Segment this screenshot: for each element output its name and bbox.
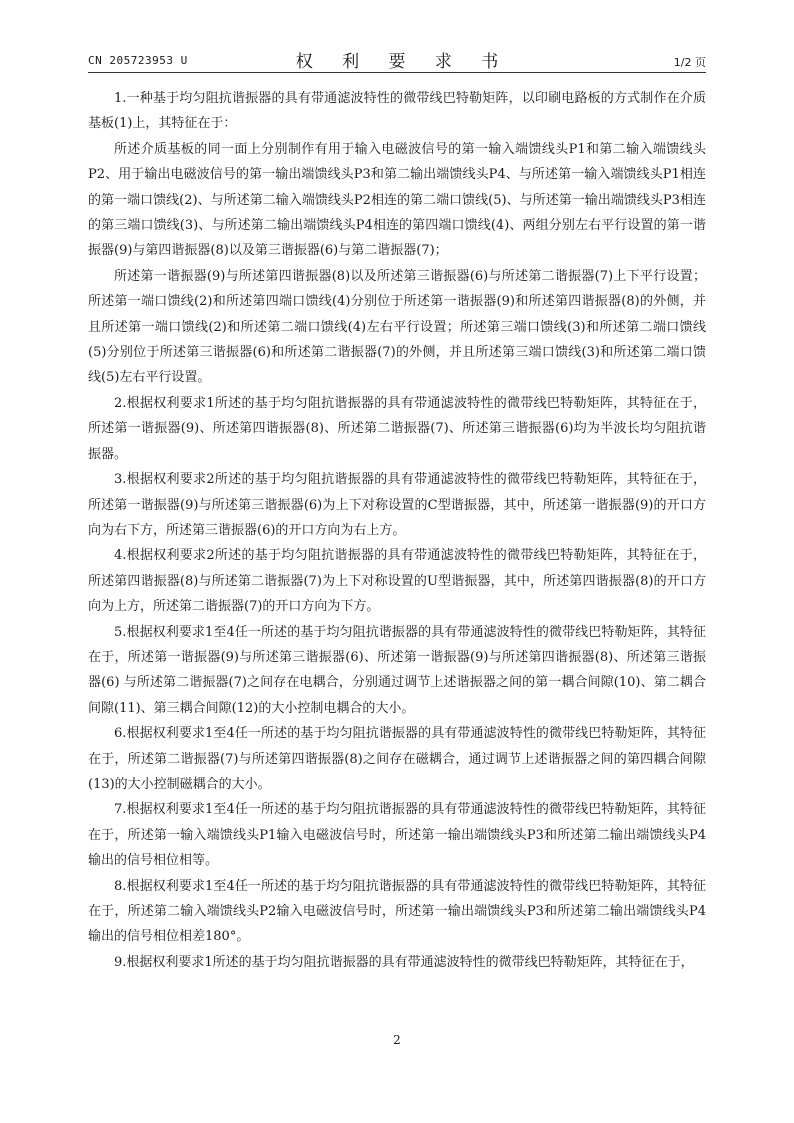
- claims-body: [88, 86, 706, 975]
- claim-7: [88, 797, 706, 873]
- claim-8: [88, 874, 706, 950]
- claim-paragraph: 6.根据权利要求1至4任一所述的基于均匀阻抗谐振器的具有带通滤波特性的微带线巴特勒矩阵，其特征在于，所述第二谐振器(7)与所述第四谐振器(8)之间存在磁耦合，通过调节上述谐振器之间的第四耦合间隙(13)的大小控制磁耦合的大小。: [88, 726, 706, 792]
- claim-4: [88, 543, 706, 619]
- claim-2: [88, 391, 706, 467]
- claim-3: [88, 467, 706, 543]
- claim-paragraph: 所述介质基板的同一面上分别制作有用于输入电磁波信号的第一输入端馈线头P1和第二输入端馈线头P2、用于输出电磁波信号的第一输出端馈线头P3和第二输出端馈线头P4、与所述第一输入端馈线头P1相连的第一端口馈线(2)、与所述第二输入端馈线头P2相连的第二端口馈线(5)、与所述第一输出端馈线头P3相连的第三端口馈线(3)、与所述第二输出端馈线头P4相连的第四端口馈线(4)、两组分别左右平行设置的第一谐振器(9)与第四谐振器(8)以及第三谐振器(6)与第二谐振器(7)；: [88, 141, 706, 259]
- document-title: 权 利 要 求 书: [295, 52, 511, 72]
- page-header: [88, 44, 706, 73]
- claim-paragraph: 5.根据权利要求1至4任一所述的基于均匀阻抗谐振器的具有带通滤波特性的微带线巴特勒矩阵，其特征在于，所述第一谐振器(9)与所述第三谐振器(6)、所述第一谐振器(9)与所述第四谐振器(8)、所述第三谐振器(6) 与所述第二谐振器(7)之间存在电耦合，分别通过调节上述谐振器之间的第一耦合间隙(10)、第二耦合间隙(11)、第三耦合间隙(12)的大小控制电耦合的大小。: [88, 624, 706, 716]
- page-number: 2: [393, 1033, 401, 1047]
- claim-paragraph: 7.根据权利要求1至4任一所述的基于均匀阻抗谐振器的具有带通滤波特性的微带线巴特勒矩阵，其特征在于，所述第一输入端馈线头P1输入电磁波信号时，所述第一输出端馈线头P3和所述第二输出端馈线头P4输出的信号相位相等。: [88, 802, 706, 869]
- claim-9: [88, 950, 706, 975]
- claim-paragraph: 1.一种基于均匀阻抗谐振器的具有带通滤波特性的微带线巴特勒矩阵，以印刷电路板的方式制作在介质基板(1)上，其特征在于：: [88, 91, 706, 132]
- claim-1: [88, 86, 706, 391]
- claim-paragraph: 3.根据权利要求2所述的基于均匀阻抗谐振器的具有带通滤波特性的微带线巴特勒矩阵，其特征在于，所述第一谐振器(9)与所述第三谐振器(6)为上下对称设置的C型谐振器，其中，所述第一谐振器(9)的开口方向为右下方，所述第三谐振器(6)的开口方向为右上方。: [88, 472, 706, 538]
- claim-paragraph: 8.根据权利要求1至4任一所述的基于均匀阻抗谐振器的具有带通滤波特性的微带线巴特勒矩阵，其特征在于，所述第二输入端馈线头P2输入电磁波信号时，所述第一输出端馈线头P3和所述第二输出端馈线头P4输出的信号相位相差180°。: [88, 878, 706, 945]
- claim-6: [88, 721, 706, 797]
- claim-5: [88, 620, 706, 722]
- claim-paragraph: 2.根据权利要求1所述的基于均匀阻抗谐振器的具有带通滤波特性的微带线巴特勒矩阵，其特征在于，所述第一谐振器(9)、所述第四谐振器(8)、所述第二谐振器(7)、所述第三谐振器(6)均为半波长均匀阻抗谐振器。: [88, 395, 706, 462]
- page-count-label: 1/2 页: [673, 56, 706, 69]
- document-number: CN 205723953 U: [88, 54, 188, 67]
- claim-paragraph: 4.根据权利要求2所述的基于均匀阻抗谐振器的具有带通滤波特性的微带线巴特勒矩阵，其特征在于，所述第四谐振器(8)与所述第二谐振器(7)为上下对称设置的U型谐振器，其中，所述第四谐振器(8)的开口方向为上方，所述第二谐振器(7)的开口方向为下方。: [88, 548, 706, 615]
- claim-paragraph: 所述第一谐振器(9)与所述第四谐振器(8)以及所述第三谐振器(6)与所述第二谐振器(7)上下平行设置；所述第一端口馈线(2)和所述第四端口馈线(4)分别位于所述第一谐振器(9)和所述第四谐振器(8)的外侧，并且所述第一端口馈线(2)和所述第二端口馈线(4)左右平行设置；所述第三端口馈线(3)和所述第二端口馈线(5)分别位于所述第三谐振器(6)和所述第二谐振器(7)的外侧，并且所述第三端口馈线(3)和所述第二端口馈线(5)左右平行设置。: [88, 268, 706, 386]
- claim-paragraph: 9.根据权利要求1所述的基于均匀阻抗谐振器的具有带通滤波特性的微带线巴特勒矩阵，其特征在于，: [114, 954, 694, 970]
